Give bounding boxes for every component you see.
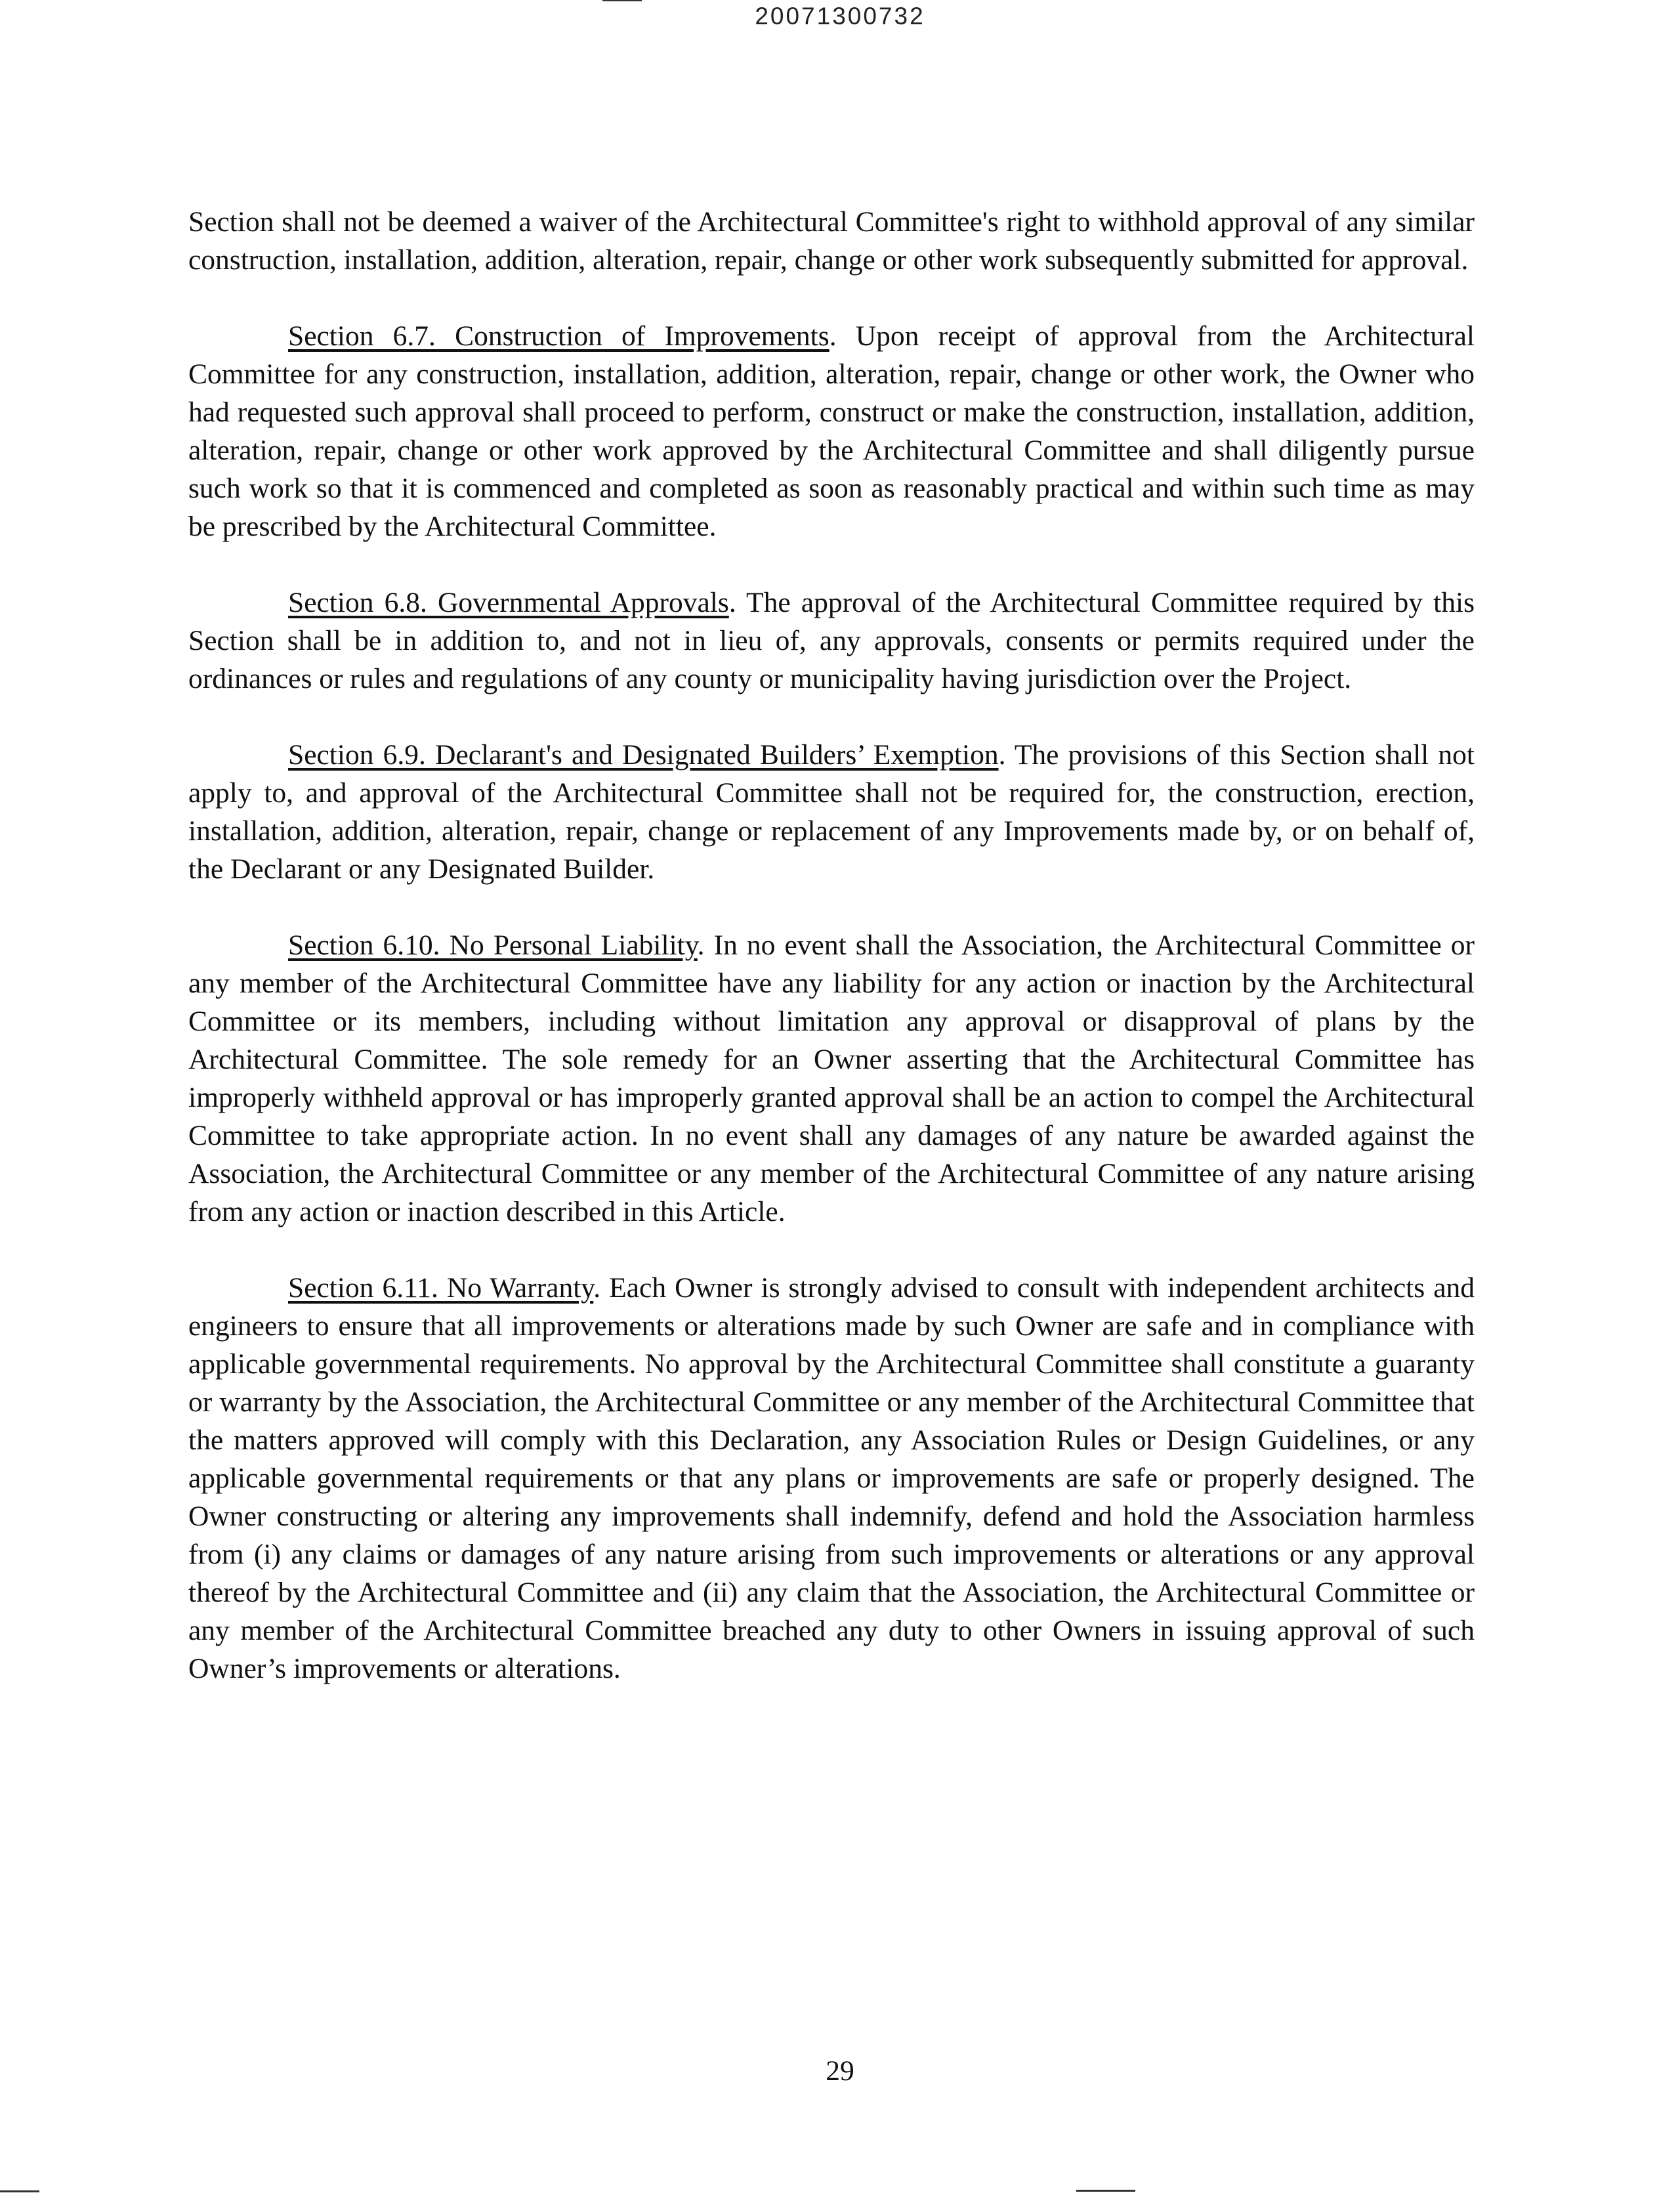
section-heading: Section 6.8. Governmental Approvals: [288, 587, 729, 618]
paragraph-text: . Each Owner is strongly advised to consult with independent architects and engineers to ensure that all improvements or alterations made by such Owner are safe and in compliance with applicable governmental requirements. No approval by the Architectural Committee shall constitute a guaranty or warranty by the Association, the Architectural Committee or any member of the Architectural Committee that the matters approved will comply with this Declaration, any Association Rules or Design Guidelines, or any applicable governmental requirements or that any plans or improvements are safe or properly designed. The Owner constructing or altering any improvements shall indemnify, defend and hold the Association harmless from (i) any claims or damages of any nature arising from such improvements or alterations or any approval thereof by the Architectural Committee and (ii) any claim that the Association, the Architectural Committee or any member of the Architectural Committee breached any duty to other Owners in issuing approval of such Owner’s improvements or alterations.: [188, 1272, 1475, 1684]
scan-artifact-top: [602, 0, 642, 1]
section-6-11: [188, 1269, 1475, 1688]
scan-artifact-bottom-right: [1076, 2190, 1135, 2192]
section-6-10: [188, 926, 1475, 1231]
section-6-8: [188, 584, 1475, 698]
paragraph-text: . In no event shall the Association, the Architectural Committee or any member of the Architectural Committee have any liability for any action or inaction by the Architectural Committee or its members, including without limitation any approval or disapproval of plans by the Architectural Committee. The sole remedy for an Owner asserting that the Architectural Committee has improperly withheld approval or has improperly granted approval shall be an action to compel the Architectural Committee to take appropriate action. In no event shall any damages of any nature be awarded against the Association, the Architectural Committee or any member of the Architectural Committee of any nature arising from any action or inaction described in this Article.: [188, 929, 1475, 1227]
paragraph-continuation: [188, 203, 1475, 279]
document-id: 20071300732: [755, 3, 925, 30]
section-heading: Section 6.7. Construction of Improvements: [288, 320, 830, 352]
section-heading: Section 6.9. Declarant's and Designated Builders’ Exemption: [288, 739, 999, 771]
section-6-9: [188, 736, 1475, 888]
section-heading: Section 6.11. No Warranty: [288, 1272, 594, 1304]
section-heading: Section 6.10. No Personal Liability: [288, 929, 698, 961]
document-body: [188, 203, 1475, 1726]
page-number: 29: [826, 2055, 854, 2087]
paragraph-text: . Upon receipt of approval from the Architectural Committee for any construction, installation, addition, alteration, repair, change or other work, the Owner who had requested such approval shall proceed to perform, construct or make the construction, installation, addition, alteration, repair, change or other work approved by the Architectural Committee and shall diligently pursue such work so that it is commenced and completed as soon as reasonably practical and within such time as may be prescribed by the Architectural Committee.: [188, 320, 1475, 542]
scan-artifact-bottom-left: [0, 2190, 39, 2192]
paragraph-text: . The approval of the Architectural Committee required by this Section shall be in addition to, and not in lieu of, any approvals, consents or permits required under the ordinances or rules and regulations of any county or municipality having jurisdiction over the Project.: [188, 587, 1475, 694]
section-6-7: [188, 317, 1475, 545]
paragraph-text: . The provisions of this Section shall not apply to, and approval of the Architectural Committee shall not be required for, the construction, erection, installation, addition, alteration, repair, change or replacement of any Improvements made by, or on behalf of, the Declarant or any Designated Builder.: [188, 739, 1475, 885]
paragraph-text: Section shall not be deemed a waiver of the Architectural Committee's right to withhold approval of any similar construction, installation, addition, alteration, repair, change or other work subsequently submitted for approval.: [188, 206, 1475, 276]
